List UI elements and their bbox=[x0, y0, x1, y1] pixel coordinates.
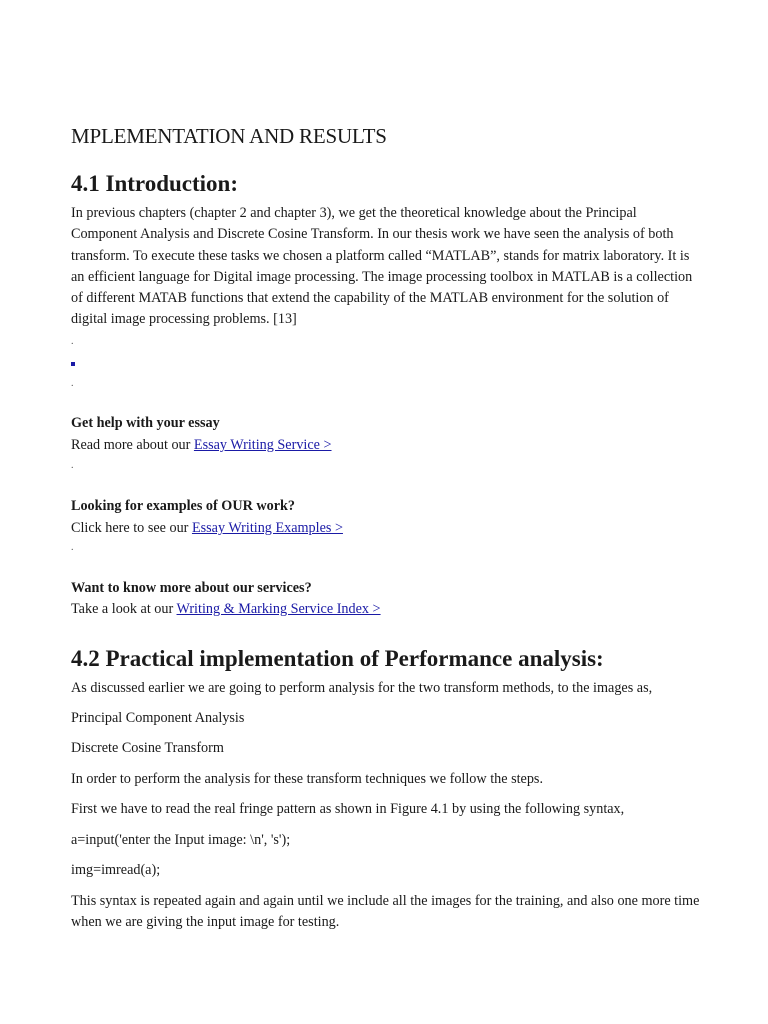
writing-marking-service-index-link[interactable]: Writing & Marking Service Index > bbox=[176, 601, 381, 617]
body-paragraph: First we have to read the real fringe pattern as shown in Figure 4.1 by using the following syntax, bbox=[71, 801, 625, 817]
promo-text bbox=[71, 518, 343, 538]
promo-heading: Want to know more about our services? bbox=[71, 580, 312, 596]
list-item-dct: Discrete Cosine Transform bbox=[71, 740, 224, 756]
promo-text-lead: Take a look at our bbox=[71, 601, 177, 617]
code-line: a=input('enter the Input image: \n', 's'); bbox=[71, 832, 291, 848]
essay-writing-examples-link[interactable]: Essay Writing Examples > bbox=[191, 520, 343, 536]
essay-writing-service-link[interactable]: Essay Writing Service > bbox=[193, 437, 332, 453]
promo-heading: Looking for examples of OUR work? bbox=[71, 498, 295, 514]
section-heading-practical-implementation: 4.2 Practical implementation of Performance analysis: bbox=[71, 646, 604, 671]
body-paragraph: As discussed earlier we are going to perform analysis for the two transform methods, to the images as, bbox=[71, 680, 653, 696]
body-paragraph: In order to perform the analysis for these transform techniques we follow the steps. bbox=[71, 771, 543, 787]
separator-dot: . bbox=[71, 542, 74, 553]
body-paragraph: This syntax is repeated again and again until we include all the images for the training, and also one more time when we are giving the input image for testing. bbox=[71, 893, 700, 930]
separator-dot: . bbox=[71, 378, 74, 389]
introduction-paragraph: In previous chapters (chapter 2 and chapter 3), we get the theoretical knowledge about the Principal Component Analysis and Discrete Cosine Transform. In our thesis work we have seen the analysis of both transform. To execute these tasks we chosen a platform called “MATLAB”, stands for matrix laboratory. It is an efficient language for Digital image processing. The image processing toolbox in MATLAB is a collection of different MATAB functions that extend the capability of the MATLAB environment for the solution of digital image processing problems. [13] bbox=[71, 205, 693, 328]
code-line: img=imread(a); bbox=[71, 862, 161, 878]
separator-dot: . bbox=[71, 336, 74, 347]
promo-text-lead: Read more about our bbox=[71, 437, 194, 453]
section-heading-introduction: 4.1 Introduction: bbox=[71, 171, 238, 196]
promo-text bbox=[71, 435, 332, 455]
promo-heading: Get help with your essay bbox=[71, 415, 220, 431]
promo-text bbox=[71, 599, 381, 619]
bullet-marker-icon bbox=[71, 362, 75, 366]
promo-text-lead: Click here to see our bbox=[71, 520, 192, 536]
separator-dot: . bbox=[71, 460, 74, 471]
list-item-pca: Principal Component Analysis bbox=[71, 710, 245, 726]
document-title: MPLEMENTATION AND RESULTS bbox=[71, 124, 387, 148]
